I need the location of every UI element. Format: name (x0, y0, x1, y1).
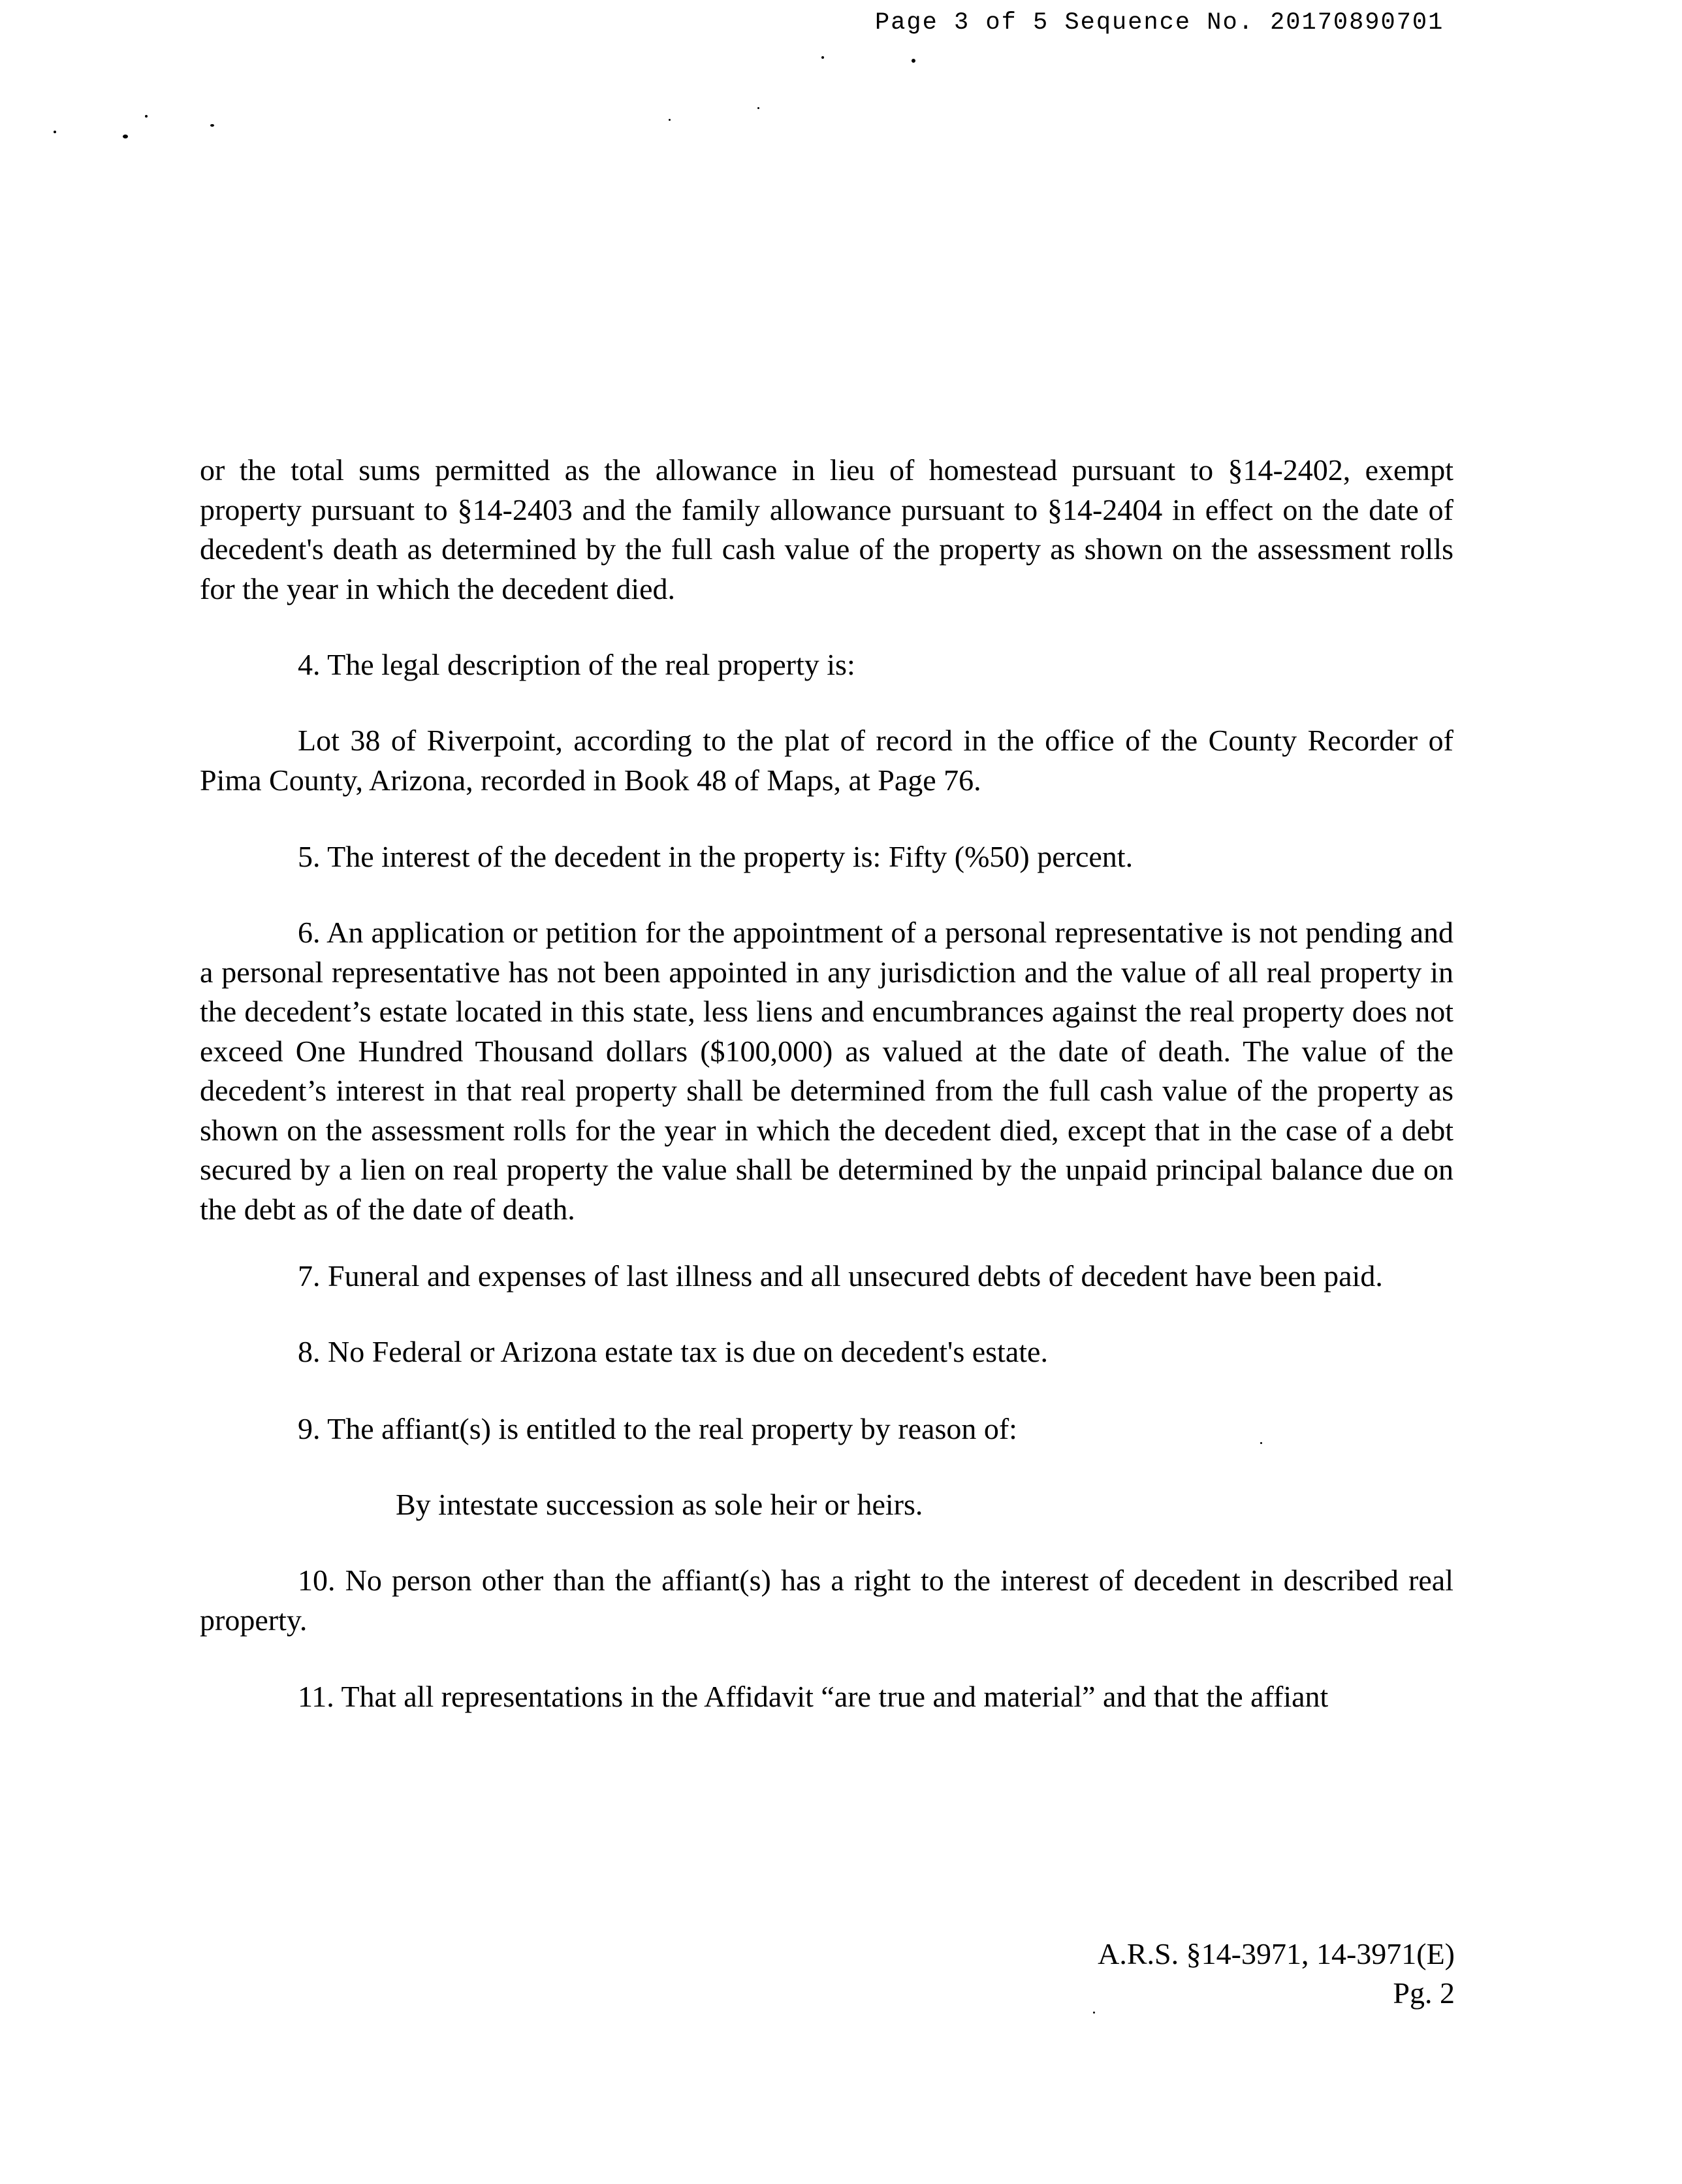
continuation-paragraph: or the total sums permitted as the allowance in lieu of homestead pursuant to §14-2402, exempt property pursuant to §14-2403 and the family allowance pursuant to §14-2404 in effect on the date of decedent's death as determined by the full cash value of the property as shown on the assessment rolls for the year in which the decedent died. (200, 453, 1453, 605)
item-6-paragraph: 6. An application or petition for the appointment of a personal representative is not pending and a personal representative has not been appointed in any jurisdiction and the value of all real property in the decedent’s estate located in this state, less liens and encumbrances against the real property does not exceed One Hundred Thousand dollars ($100,000) as valued at the date of death. The value of the decedent’s interest in that real property shall be determined from the full cash value of the property as shown on the assessment rolls for the year in which the decedent died, except that in the case of a debt secured by a lien on real property the value shall be determined by the unpaid principal balance due on the debt as of the date of death. (200, 916, 1453, 1226)
item-8-paragraph: 8. No Federal or Arizona estate tax is due on decedent's estate. (298, 1335, 1048, 1368)
scan-speck (669, 119, 671, 121)
item-5-interest: 5. The interest of the decedent in the property is: Fifty (%50) percent. (298, 840, 1134, 873)
item-9-paragraph: 9. The affiant(s) is entitled to the real property by reason of: (298, 1412, 1017, 1445)
legal-description: Lot 38 of Riverpoint, according to the plat of record in the office of the County Recorder of Pima County, Arizona, recorded in Book 48 of Maps, at Page 76. (200, 724, 1453, 797)
scan-speck (54, 131, 56, 133)
scan-speck (757, 107, 759, 109)
scan-speck (1260, 1442, 1262, 1444)
scan-speck (1093, 2012, 1095, 2014)
page-sequence-stamp: Page 3 of 5 Sequence No. 20170890701 (875, 9, 1444, 37)
footer-citation: A.R.S. §14-3971, 14-3971(E) (1098, 1937, 1455, 1970)
item-4-heading: 4. The legal description of the real property is: (298, 648, 855, 681)
item-11-paragraph: 11. That all representations in the Affidavit “are true and material” and that the affiant (298, 1680, 1329, 1713)
scan-speck (821, 56, 824, 59)
footer-page-number: Pg. 2 (1393, 1976, 1455, 2010)
scan-speck (145, 115, 148, 118)
item-10-paragraph: 10. No person other than the affiant(s) has a right to the interest of decedent in described real property. (200, 1564, 1453, 1637)
item-9-reason: By intestate succession as sole heir or heirs. (396, 1488, 923, 1521)
item-7-paragraph: 7. Funeral and expenses of last illness and all unsecured debts of decedent have been paid. (298, 1259, 1383, 1293)
scan-speck (912, 59, 915, 63)
scan-speck (210, 124, 214, 127)
scan-speck (123, 135, 128, 138)
